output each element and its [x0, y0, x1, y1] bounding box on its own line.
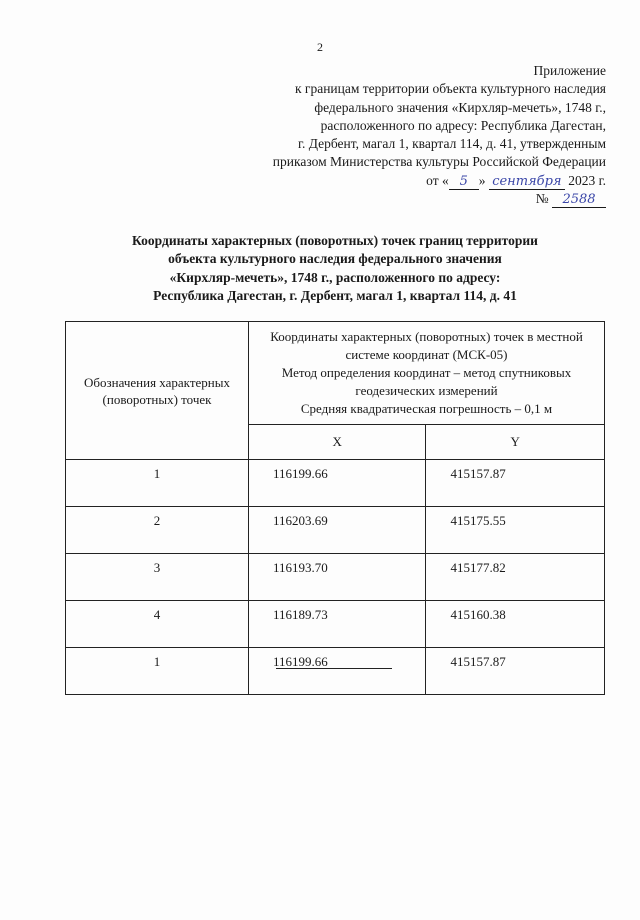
- page-number: 2: [317, 40, 323, 54]
- coordinates-header-line: Метод определения координат – метод спутниковых: [281, 365, 572, 380]
- appendix-line: приказом Министерства культуры Российской Федерации: [272, 154, 606, 170]
- document-title: [40, 232, 630, 305]
- date-separator: »: [478, 172, 486, 188]
- appendix-line: расположенного по адресу: Республика Дагестан,: [320, 117, 606, 133]
- point-number: 1: [66, 460, 249, 507]
- coordinates-header-line: Координаты характерных (поворотных) точек в местной: [270, 329, 583, 344]
- table-header-row: [66, 322, 605, 425]
- x-coordinate: 116189.73: [249, 601, 426, 648]
- y-coordinate: 415157.87: [426, 460, 605, 507]
- x-column-header: X: [249, 425, 426, 460]
- date-prefix: от «: [426, 172, 449, 188]
- date-year: 2023 г.: [568, 172, 606, 188]
- title-line: объекта культурного наследия федерального значения: [168, 251, 502, 267]
- point-designation-header: Обозначения характерных (поворотных) точек: [66, 322, 249, 460]
- coordinates-header-line: системе координат (МСК-05): [345, 347, 508, 362]
- title-line: «Кирхляр-мечеть», 1748 г., расположенного по адресу:: [169, 269, 501, 285]
- coordinates-header-line: Средняя квадратическая погрешность – 0,1 м: [300, 401, 553, 416]
- y-column-header: Y: [426, 425, 605, 460]
- coordinates-table: [65, 321, 605, 695]
- appendix-number-line: [186, 190, 606, 208]
- appendix-line: к границам территории объекта культурного наследия: [294, 81, 606, 97]
- x-coordinate: 116199.66: [249, 460, 426, 507]
- point-number: 4: [66, 601, 249, 648]
- y-coordinate: 415160.38: [426, 601, 605, 648]
- point-number: 2: [66, 507, 249, 554]
- appendix-block: [186, 62, 606, 208]
- x-coordinate: 116199.66: [249, 648, 426, 695]
- y-coordinate: 415175.55: [426, 507, 605, 554]
- y-coordinate: 415177.82: [426, 554, 605, 601]
- y-coordinate: 415157.87: [426, 648, 605, 695]
- appendix-date-line: [186, 172, 606, 190]
- appendix-line: федерального значения «Кирхляр-мечеть», 1748 г.,: [314, 99, 606, 115]
- date-day: 5: [449, 175, 479, 190]
- end-divider: [276, 668, 392, 669]
- table-row: [66, 554, 605, 601]
- number-label: №: [535, 191, 549, 207]
- point-number: 3: [66, 554, 249, 601]
- table-row: [66, 601, 605, 648]
- table-row: [66, 648, 605, 695]
- table-row: [66, 507, 605, 554]
- date-month: сентября: [489, 175, 565, 190]
- title-line: Республика Дагестан, г. Дербент, магал 1, квартал 114, д. 41: [153, 287, 517, 303]
- appendix-line: г. Дербент, магал 1, квартал 114, д. 41, утвержденным: [297, 136, 606, 152]
- order-number: 2588: [552, 193, 606, 208]
- point-number: 1: [66, 648, 249, 695]
- x-coordinate: 116193.70: [249, 554, 426, 601]
- table-row: [66, 460, 605, 507]
- coordinates-header-line: геодезических измерений: [355, 383, 498, 398]
- appendix-line: Приложение: [533, 63, 606, 78]
- coordinates-header: [249, 322, 605, 425]
- title-line: Координаты характерных (поворотных) точек границ территории: [132, 233, 538, 248]
- x-coordinate: 116203.69: [249, 507, 426, 554]
